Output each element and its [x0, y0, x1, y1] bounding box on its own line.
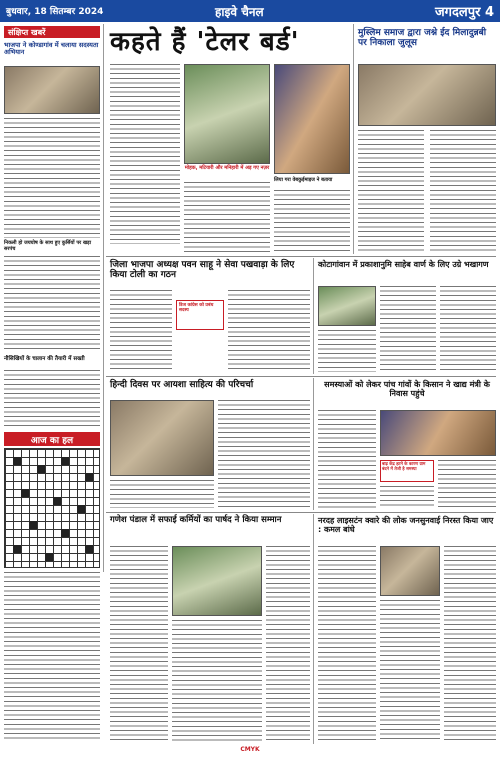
- main-story-photo2: [274, 64, 350, 174]
- mid-headline-left: जिला भाजपा अध्यक्ष पवन साहू ने सेवा पखवाड़ा के लिए किया टोली का गठन: [110, 260, 295, 281]
- mid-right-col1: [380, 286, 436, 372]
- left-story2-body: [4, 256, 100, 352]
- city-page-label: जगदलपुर 4: [435, 5, 494, 20]
- hindi-day-col1: [110, 480, 214, 508]
- bottom-right-col3: [380, 600, 440, 742]
- right-top-col2: [430, 130, 496, 252]
- mid-right-photo: [318, 286, 376, 326]
- section-label: [4, 26, 100, 38]
- hindi-day-title: हिन्दी दिवस पर आयशा साहित्य की परिचर्चा: [110, 380, 254, 390]
- section-label-text: संक्षिप्त खबरें: [8, 28, 46, 37]
- mid-left-box: [176, 300, 224, 330]
- mid-right-col3: [318, 330, 376, 372]
- bottom-right-col1: [318, 546, 376, 742]
- mid-left-col2: [228, 290, 310, 370]
- right-top-photo: [358, 64, 496, 126]
- left-story3-title: नौसिखियों के चालान की तैयारी में सख्ती: [4, 356, 85, 362]
- problems-col3: [380, 486, 434, 508]
- main-story-photo: [184, 64, 270, 164]
- bottom-right-title: नरदह लाइसटंन क्वारे की लोक जनसुनवाई निरस्त किया जाए : कमल बांधे: [318, 516, 494, 535]
- right-top-title: मुस्लिम समाज द्वारा जश्ने ईद मिलादुन्नबी पर निकाला जुलूस: [358, 28, 487, 49]
- main-story-col3: [274, 190, 350, 252]
- main-story-sub1: लिया गरा वेबकुईमाइज ने बताया: [274, 177, 333, 183]
- left-story1-body: [4, 118, 100, 238]
- issue-date: बुधवार, 18 सितम्बर 2024: [6, 7, 104, 17]
- main-story-caption: मोहक, मटियारी और मनिहारी में अड़ गए नज़र: [184, 165, 270, 171]
- problems-col2: [438, 460, 496, 508]
- crossword-title-bar: [4, 432, 100, 446]
- left-story2-title: निकली हो जयघोष के साथ हुए कुर्सियों पर खड़ा सरपंच: [4, 240, 92, 252]
- left-story3-body: [4, 370, 100, 426]
- mid-headline-right: कोटागांवान में प्रकाशानुमि साहेब वार्ण के लिए उग्रे भखागण: [318, 260, 489, 269]
- main-headline: कहते हैं 'टेलर बर्ड': [110, 27, 300, 57]
- print-mark-text: CMYK: [240, 746, 260, 753]
- problems-photo: [380, 410, 496, 456]
- ganesh-col1: [110, 546, 168, 742]
- ganesh-photo: [172, 546, 262, 616]
- hindi-day-col2: [218, 400, 310, 508]
- print-mark: [230, 746, 270, 756]
- ganesh-title: गणेश पंडाल में सफाई कर्मियों का पार्षद ने किया सम्मान: [110, 515, 282, 525]
- crossword-grid: [4, 448, 100, 568]
- mid-left-box-text: डिज कांग्रेस को प्रबंध सदस्य: [179, 303, 214, 314]
- problems-col1: [318, 410, 376, 508]
- mid-right-col2: [440, 286, 496, 372]
- ganesh-col3: [266, 546, 310, 742]
- main-story-col2: [184, 182, 270, 252]
- right-top-col1: [358, 130, 424, 252]
- hindi-day-photo: [110, 400, 214, 476]
- mid-left-col1: [110, 290, 172, 370]
- left-story1-photo: [4, 66, 100, 114]
- crossword-title: आज का हल: [30, 436, 74, 446]
- ganesh-col2: [172, 620, 262, 742]
- paper-name: हाइवे चैनल: [215, 5, 264, 19]
- problems-box-text: बाढ़ केंद्र हटने के कारण ग्राम बंदने में तेजी है समस्या: [382, 461, 426, 471]
- masthead-bar: [0, 0, 500, 22]
- left-story1-title: भाजपा ने कोण्डागांव में चलाया सदस्यता अभियान: [4, 41, 99, 57]
- problems-box: [380, 460, 434, 482]
- bottom-right-col2: [444, 546, 496, 742]
- problems-title: समस्याओं को लेकर पांच गांवों के किसान ने खाद्य मंत्री के निवास पहुंचे: [324, 380, 490, 399]
- left-bottom-body: [4, 572, 100, 742]
- bottom-right-photo: [380, 546, 440, 596]
- main-story-col1: [110, 64, 180, 244]
